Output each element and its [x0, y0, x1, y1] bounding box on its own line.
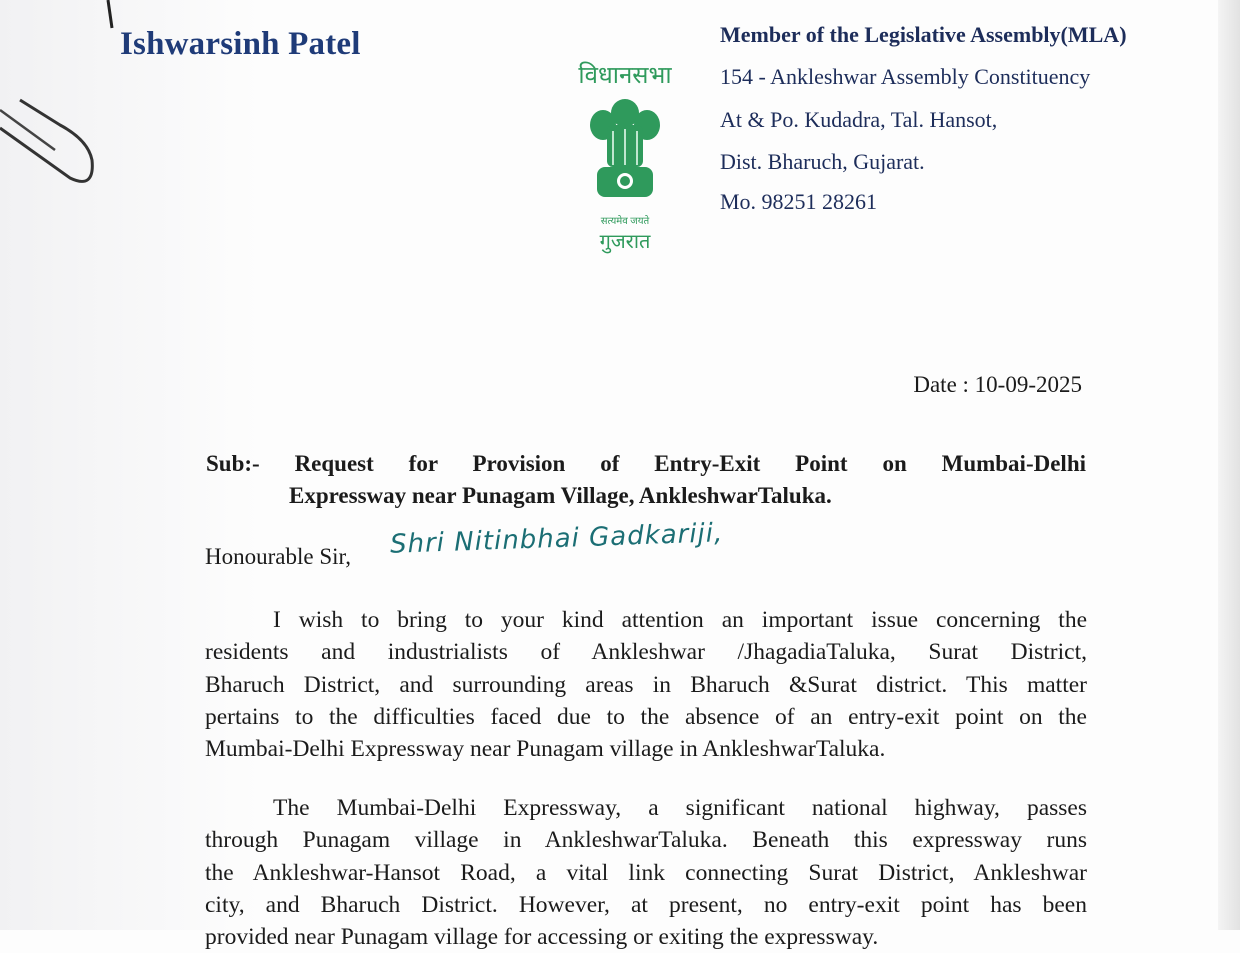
handwritten-addressee: Shri Nitinbhai Gadkariji, [389, 518, 724, 560]
emblem-motto: सत्यमेव जयते [600, 216, 650, 227]
mobile-number: Mo. 98251 28261 [720, 189, 878, 214]
state-emblem-icon [585, 91, 665, 206]
text-line: provided near Punagam village for accessing or exiting the expressway. [205, 924, 879, 951]
address-line-1: At & Po. Kudadra, Tal. Hansot, [720, 107, 998, 132]
letter-date: Date : 10-09-2025 [913, 372, 1082, 397]
text-line: Mumbai-Delhi Expressway near Punagam village in AnkleshwarTaluka. [205, 736, 886, 763]
emblem [565, 58, 685, 254]
paper-clip-icon [0, 0, 120, 190]
constituency: 154 - Ankleshwar Assembly Constituency [720, 64, 1091, 89]
text-line: residents and industrialists of Ankleshwar /JhagadiaTaluka, Surat District, [205, 639, 1087, 666]
designation: Member of the Legislative Assembly(MLA) [720, 22, 1127, 47]
emblem-bottom-text: गुजरात [599, 231, 651, 253]
paragraph-1 [205, 604, 1087, 765]
text-line: I wish to bring to your kind attention an important issue concerning the [273, 607, 1087, 633]
subject-line-1: Sub:- Request for Provision of Entry-Exit Point on Mumbai-Delhi [206, 451, 1086, 476]
text-line: city, and Bharuch District. However, at present, no entry-exit point has been [205, 891, 1087, 918]
text-line: the Ankleshwar-Hansot Road, a vital link connecting Surat District, Ankleshwar [205, 859, 1087, 886]
text-line: The Mumbai-Delhi Expressway, a significant national highway, passes [273, 795, 1087, 821]
address-line-2: Dist. Bharuch, Gujarat. [720, 149, 925, 174]
page-edge [1218, 0, 1240, 930]
sender-name: Ishwarsinh Patel [120, 26, 361, 62]
subject-line-2: Expressway near Punagam Village, AnkleshwarTaluka. [289, 483, 832, 508]
text-line: through Punagam village in AnkleshwarTaluka. Beneath this expressway runs [205, 827, 1087, 854]
text-line: Bharuch District, and surrounding areas in Bharuch &Surat district. This matter [205, 671, 1087, 698]
salutation: Honourable Sir, [205, 544, 351, 569]
emblem-top-text: विधानसभा [578, 63, 672, 89]
paragraph-2 [205, 792, 1087, 953]
text-line: pertains to the difficulties faced due to the absence of an entry-exit point on the [205, 703, 1087, 730]
